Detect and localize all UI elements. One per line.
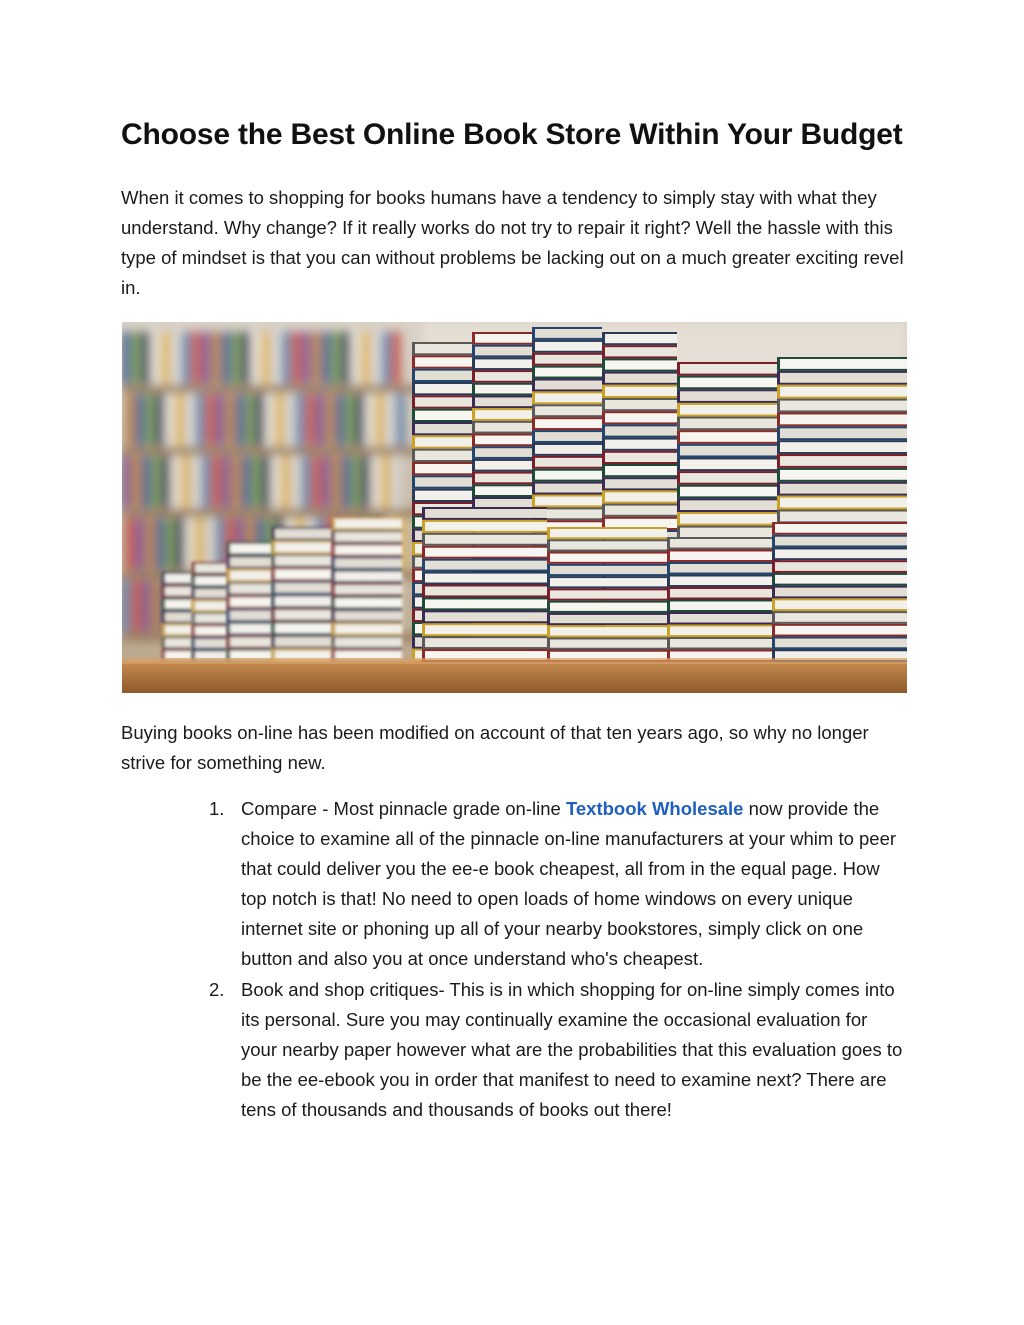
- book-pages: [275, 543, 332, 553]
- background-book: [162, 456, 170, 508]
- book-pages: [605, 413, 677, 422]
- book-pages: [680, 459, 777, 469]
- book-pages: [775, 549, 907, 558]
- background-book: [292, 456, 300, 508]
- article-title: Choose the Best Online Book Store Within Your Budget: [121, 118, 903, 151]
- book-pages: [230, 597, 272, 606]
- book-pages: [680, 500, 777, 510]
- book-pages: [550, 566, 667, 574]
- list-number: 1.: [209, 798, 225, 819]
- background-book: [146, 518, 154, 570]
- background-book: [142, 332, 150, 384]
- book-pages: [680, 419, 777, 429]
- book-pages: [605, 426, 677, 435]
- book-pages: [680, 432, 777, 442]
- background-book: [262, 456, 270, 508]
- book-pages: [535, 497, 602, 506]
- background-book: [122, 580, 130, 632]
- book-pages: [195, 577, 227, 586]
- background-book: [226, 394, 234, 446]
- book-pages: [680, 487, 777, 497]
- book-pages: [605, 347, 677, 356]
- book-pages: [550, 627, 667, 635]
- book-pages: [775, 524, 907, 533]
- book-pages: [425, 548, 547, 557]
- book-pages: [415, 344, 472, 353]
- background-book: [202, 456, 210, 508]
- book-pages: [425, 638, 547, 647]
- book-pages: [195, 639, 227, 648]
- book-pages: [775, 639, 907, 648]
- book-pages: [335, 585, 402, 594]
- book-pages: [780, 373, 907, 383]
- background-book: [356, 394, 364, 446]
- background-book: [322, 332, 330, 384]
- background-book: [362, 332, 370, 384]
- book-pages: [475, 372, 537, 381]
- book-pages: [475, 499, 537, 508]
- background-book: [376, 394, 384, 446]
- background-book: [372, 332, 380, 384]
- book-pages: [230, 624, 272, 633]
- background-book: [142, 580, 150, 632]
- background-book: [252, 456, 260, 508]
- background-book: [172, 456, 180, 508]
- book-pages: [550, 639, 667, 647]
- book-pages: [475, 359, 537, 368]
- book-pages: [605, 466, 677, 475]
- book-pages: [425, 522, 547, 531]
- background-book: [396, 394, 404, 446]
- background-book: [256, 394, 264, 446]
- background-book: [136, 394, 144, 446]
- book-pages: [605, 479, 677, 488]
- book-pages: [535, 484, 602, 493]
- book-pages: [415, 371, 472, 380]
- book-pages: [780, 498, 907, 508]
- book-pages: [275, 597, 332, 607]
- book-pages: [550, 541, 667, 549]
- book-pages: [670, 564, 777, 573]
- book-pages: [475, 448, 537, 457]
- background-book: [336, 394, 344, 446]
- list-text-before-link: Compare - Most pinnacle grade on-line: [241, 798, 566, 819]
- background-book: [366, 394, 374, 446]
- book-pages: [535, 445, 602, 454]
- intro-paragraph: When it comes to shopping for books humans have a tendency to simply stay with what they understand. Why change? If it really works do not try to repair it right? Well the hassle with this type of mindset is that you can without problems be lacking out on a much greater exciting revel in.: [121, 187, 904, 298]
- book-pages: [415, 437, 472, 446]
- book-pages: [780, 512, 907, 522]
- book-pages: [680, 378, 777, 388]
- book-pages: [775, 613, 907, 622]
- book-pages: [605, 506, 677, 515]
- background-book: [342, 332, 350, 384]
- book-pages: [425, 599, 547, 608]
- book-pages: [415, 411, 472, 420]
- list-text: Book and shop critiques- This is in which shopping for on-line simply comes into its personal. Sure you may continually examine the occasional evaluation for your nearby paper however what are the probabilities that this evaluation goes to be the ee-ebook you in order that manifest to need to examine next? There are tens of thousands and thousands of books out there!: [241, 978, 903, 1120]
- book-pages: [605, 387, 677, 396]
- background-book: [382, 332, 390, 384]
- background-book: [296, 394, 304, 446]
- background-book: [132, 332, 140, 384]
- book-pages: [670, 627, 777, 636]
- book-pages: [425, 509, 547, 518]
- book-pages: [550, 603, 667, 611]
- book-pages: [670, 602, 777, 611]
- background-book: [152, 456, 160, 508]
- book-pages: [475, 461, 537, 470]
- background-book: [302, 332, 310, 384]
- book-pages: [335, 624, 402, 633]
- background-book: [246, 394, 254, 446]
- background-shelf-board: [122, 386, 422, 392]
- background-book: [132, 456, 140, 508]
- background-book: [252, 332, 260, 384]
- book-pages: [550, 529, 667, 537]
- background-book: [142, 456, 150, 508]
- book-pages: [780, 470, 907, 480]
- book-pages: [535, 329, 602, 338]
- background-book: [346, 394, 354, 446]
- book-pages: [165, 574, 192, 583]
- book-pages: [670, 614, 777, 623]
- book-pages: [195, 564, 227, 573]
- book-pages: [605, 334, 677, 343]
- background-book: [312, 332, 320, 384]
- background-book: [146, 394, 154, 446]
- book-pages: [535, 471, 602, 480]
- background-book: [342, 456, 350, 508]
- background-book: [266, 394, 274, 446]
- book-pages: [780, 401, 907, 411]
- background-book: [236, 394, 244, 446]
- background-book: [172, 332, 180, 384]
- book-pages: [535, 406, 602, 415]
- background-book: [222, 456, 230, 508]
- background-book: [272, 456, 280, 508]
- book-pages: [550, 554, 667, 562]
- book-pages: [165, 625, 192, 634]
- book-pages: [425, 535, 547, 544]
- background-book: [182, 332, 190, 384]
- book-pages: [415, 424, 472, 433]
- book-pages: [275, 556, 332, 566]
- book-pages: [275, 637, 332, 647]
- book-pages: [605, 400, 677, 409]
- book-pages: [275, 624, 332, 634]
- book-pages: [670, 589, 777, 598]
- book-pages: [230, 637, 272, 646]
- book-pages: [415, 357, 472, 366]
- background-book: [222, 332, 230, 384]
- background-book: [176, 518, 184, 570]
- book-stack: [422, 507, 547, 662]
- book-pages: [415, 397, 472, 406]
- background-shelf-board: [122, 448, 422, 454]
- book-stack: [667, 537, 777, 662]
- numbered-list: [209, 794, 907, 1125]
- book-pages: [335, 545, 402, 554]
- background-book: [156, 518, 164, 570]
- background-book: [122, 332, 130, 384]
- book-pages: [605, 453, 677, 462]
- background-book: [372, 456, 380, 508]
- book-pages: [780, 442, 907, 452]
- book-pages: [425, 561, 547, 570]
- background-book: [262, 332, 270, 384]
- book-pages: [670, 577, 777, 586]
- background-book: [242, 456, 250, 508]
- background-book: [156, 394, 164, 446]
- background-book: [122, 456, 130, 508]
- book-stacks-illustration: [122, 322, 907, 693]
- background-book: [272, 332, 280, 384]
- book-pages: [670, 552, 777, 561]
- background-book: [212, 332, 220, 384]
- book-pages: [535, 381, 602, 390]
- background-book: [392, 456, 400, 508]
- book-pages: [425, 574, 547, 583]
- bookstore-photo: [122, 322, 907, 693]
- book-pages: [775, 575, 907, 584]
- second-paragraph: Buying books on-line has been modified on account of that ten years ago, so why no longer strive for something new.: [121, 722, 869, 773]
- book-pages: [475, 436, 537, 445]
- background-book: [282, 332, 290, 384]
- book-pages: [165, 600, 192, 609]
- background-book: [232, 456, 240, 508]
- background-book: [196, 394, 204, 446]
- book-pages: [425, 587, 547, 596]
- book-pages: [415, 451, 472, 460]
- background-book: [186, 394, 194, 446]
- background-book: [192, 332, 200, 384]
- book-pages: [275, 570, 332, 580]
- book-pages: [605, 519, 677, 528]
- book-pages: [670, 639, 777, 648]
- background-book: [152, 580, 160, 632]
- book-pages: [475, 397, 537, 406]
- background-book: [206, 394, 214, 446]
- book-pages: [230, 544, 272, 553]
- book-pages: [335, 559, 402, 568]
- book-pages: [165, 587, 192, 596]
- background-book: [166, 518, 174, 570]
- book-pages: [680, 473, 777, 483]
- book-pages: [780, 414, 907, 424]
- book-pages: [775, 626, 907, 635]
- book-stack: [272, 527, 332, 662]
- book-pages: [680, 405, 777, 415]
- book-pages: [605, 360, 677, 369]
- book-pages: [275, 529, 332, 539]
- book-pages: [195, 589, 227, 598]
- background-shelf-board: [122, 510, 422, 516]
- book-pages: [535, 432, 602, 441]
- background-book: [332, 456, 340, 508]
- book-pages: [535, 393, 602, 402]
- background-book: [382, 456, 390, 508]
- background-book: [386, 394, 394, 446]
- book-pages: [475, 347, 537, 356]
- book-pages: [535, 458, 602, 467]
- book-pages: [230, 611, 272, 620]
- background-book: [182, 456, 190, 508]
- book-pages: [475, 423, 537, 432]
- book-pages: [230, 571, 272, 580]
- book-pages: [680, 514, 777, 524]
- book-pages: [780, 484, 907, 494]
- book-pages: [775, 537, 907, 546]
- book-pages: [275, 610, 332, 620]
- book-pages: [335, 532, 402, 541]
- book-pages: [475, 474, 537, 483]
- book-pages: [335, 519, 402, 528]
- book-stack: [332, 517, 402, 662]
- book-pages: [425, 625, 547, 634]
- book-pages: [680, 364, 777, 374]
- book-pages: [535, 419, 602, 428]
- book-pages: [550, 578, 667, 586]
- textbook-wholesale-link[interactable]: Textbook Wholesale: [565, 798, 744, 819]
- background-book: [326, 394, 334, 446]
- background-book: [162, 332, 170, 384]
- background-book: [132, 580, 140, 632]
- book-stack: [547, 527, 667, 662]
- book-pages: [335, 611, 402, 620]
- background-book: [166, 394, 174, 446]
- book-pages: [165, 638, 192, 647]
- list-text-after-link: now provide the choice to examine all of the pinnacle on-line manufacturers at your whim to peer that could deliver you the ee-e book cheapest, all from in the equal page. How top notch is that! No need to open loads of home windows on every unique internet site or phoning up all of your nearby bookstores, simply click on one button and also you at once understand who's cheapest.: [241, 798, 897, 970]
- book-pages: [335, 598, 402, 607]
- book-pages: [670, 539, 777, 548]
- book-pages: [605, 374, 677, 383]
- book-pages: [475, 334, 537, 343]
- background-book: [332, 332, 340, 384]
- background-book: [362, 456, 370, 508]
- book-pages: [195, 602, 227, 611]
- background-book: [276, 394, 284, 446]
- background-book: [306, 394, 314, 446]
- background-book: [176, 394, 184, 446]
- book-pages: [415, 464, 472, 473]
- book-pages: [415, 384, 472, 393]
- background-book: [282, 456, 290, 508]
- book-pages: [475, 385, 537, 394]
- book-stack: [192, 562, 227, 662]
- book-pages: [535, 342, 602, 351]
- background-book: [212, 456, 220, 508]
- book-pages: [780, 359, 907, 369]
- background-book: [286, 394, 294, 446]
- book-pages: [775, 588, 907, 597]
- background-book: [192, 456, 200, 508]
- book-pages: [550, 615, 667, 623]
- list-item: [209, 794, 907, 975]
- book-pages: [335, 638, 402, 647]
- background-book: [126, 518, 134, 570]
- book-pages: [195, 627, 227, 636]
- book-pages: [165, 613, 192, 622]
- book-pages: [775, 562, 907, 571]
- background-book: [312, 456, 320, 508]
- background-book: [322, 456, 330, 508]
- book-pages: [780, 456, 907, 466]
- background-book: [152, 332, 160, 384]
- background-book: [352, 332, 360, 384]
- list-item: [209, 975, 907, 1125]
- background-book: [136, 518, 144, 570]
- book-pages: [415, 477, 472, 486]
- book-pages: [780, 428, 907, 438]
- book-pages: [775, 600, 907, 609]
- book-pages: [475, 486, 537, 495]
- background-book: [352, 456, 360, 508]
- background-book: [302, 456, 310, 508]
- book-pages: [475, 410, 537, 419]
- book-pages: [535, 355, 602, 364]
- book-pages: [605, 440, 677, 449]
- book-pages: [535, 368, 602, 377]
- background-book: [392, 332, 400, 384]
- book-pages: [680, 391, 777, 401]
- background-book: [316, 394, 324, 446]
- book-pages: [680, 528, 777, 538]
- background-book: [202, 332, 210, 384]
- book-pages: [605, 492, 677, 501]
- book-stack: [162, 572, 192, 662]
- background-book: [232, 332, 240, 384]
- background-book: [242, 332, 250, 384]
- book-pages: [425, 612, 547, 621]
- book-pages: [550, 590, 667, 598]
- list-number: 2.: [209, 978, 225, 1000]
- background-book: [292, 332, 300, 384]
- book-pages: [680, 446, 777, 456]
- book-pages: [415, 491, 472, 500]
- book-stack: [227, 542, 272, 662]
- book-pages: [780, 387, 907, 397]
- book-stack: [772, 522, 907, 662]
- book-pages: [230, 557, 272, 566]
- background-book: [126, 394, 134, 446]
- book-pages: [335, 572, 402, 581]
- background-book: [216, 394, 224, 446]
- book-pages: [230, 584, 272, 593]
- book-pages: [275, 583, 332, 593]
- book-pages: [195, 614, 227, 623]
